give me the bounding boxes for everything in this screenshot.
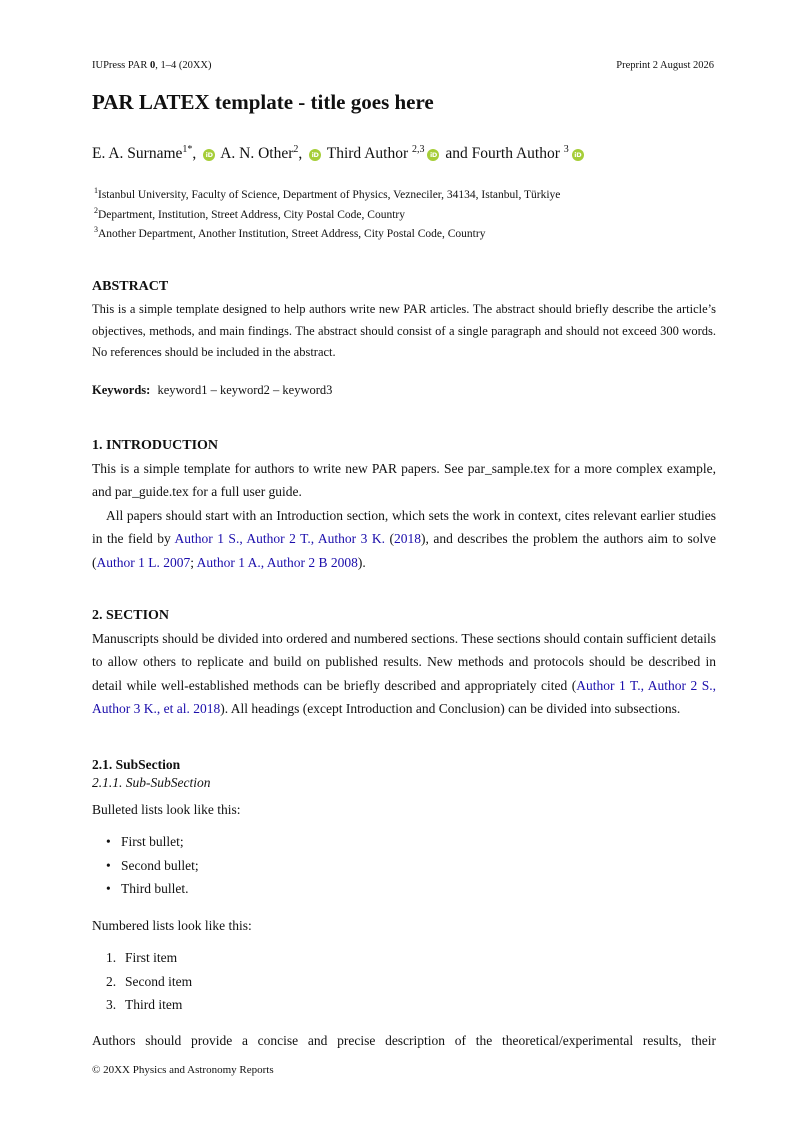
paragraph-text: All papers should start with an Introduction section, which sets the work in context, cites relevant earlier studies in the field by bbox=[92, 508, 716, 547]
volume-number: 0 bbox=[149, 60, 156, 71]
running-header-left bbox=[92, 60, 212, 71]
introduction-heading: 1. INTRODUCTION bbox=[92, 438, 219, 453]
list-item bbox=[106, 950, 192, 974]
introduction-paragraph-1: This is a simple template for authors to write new PAR papers. See par_sample.tex for a more complex example, and par_guide.tex for a full user guide. bbox=[92, 461, 716, 500]
list-item-text: Second bullet; bbox=[121, 857, 199, 873]
copyright-footer: © 20XX Physics and Astronomy Reports bbox=[92, 1064, 274, 1076]
citation-link[interactable]: Author 1 L. 2007 bbox=[96, 554, 191, 570]
subsection-heading bbox=[92, 757, 180, 773]
author-affil-marker: 3 bbox=[563, 144, 569, 155]
abstract-heading: ABSTRACT bbox=[92, 279, 169, 294]
journal-name: IUPress PAR bbox=[92, 60, 150, 71]
paragraph-text: Manuscripts should be divided into ordered and numbered sections. These sections should contain sufficient details to allow others to replicate and build on published results. New methods and protocols should be described in detail while well-established methods can be briefly described and appropriately cited ( bbox=[92, 631, 716, 693]
orcid-icon[interactable]: iD bbox=[203, 149, 215, 161]
keywords-label: Keywords: bbox=[92, 383, 151, 397]
affiliation-marker: 1 bbox=[94, 186, 98, 195]
keywords bbox=[92, 383, 332, 398]
author-name: E. A. Surname bbox=[92, 145, 183, 163]
citation-link[interactable]: Author 1 A., Author 2 B 2008 bbox=[196, 554, 358, 570]
bullet-marker: • bbox=[106, 857, 111, 873]
numbered-list bbox=[106, 950, 192, 1021]
paragraph-text: ( bbox=[385, 531, 395, 547]
affiliation-text: Another Department, Another Institution, Street Address, City Postal Code, Country bbox=[98, 227, 486, 240]
paragraph-text: ), and describes the problem the authors aim to solve ( bbox=[92, 531, 716, 570]
introduction-paragraph-2 bbox=[92, 504, 716, 574]
author-affil-marker: 1* bbox=[182, 144, 193, 155]
author-name: A. N. Other bbox=[220, 145, 294, 163]
keywords-text: keyword1 – keyword2 – keyword3 bbox=[157, 383, 333, 397]
orcid-icon[interactable]: iD bbox=[309, 149, 321, 161]
orcid-icon[interactable]: iD bbox=[572, 149, 584, 161]
paragraph-text: ). All headings (except Introduction and Conclusion) can be divided into subsections. bbox=[220, 701, 681, 717]
subsection-title: 2.1. SubSection bbox=[92, 757, 181, 772]
list-item-text: Third bullet. bbox=[121, 881, 189, 896]
affiliation bbox=[94, 186, 560, 206]
bullet-list bbox=[106, 834, 199, 905]
section-2-heading: 2. SECTION bbox=[92, 608, 170, 623]
author-list bbox=[92, 144, 586, 163]
bullet-marker: • bbox=[106, 881, 111, 896]
affiliation-marker: 2 bbox=[94, 205, 98, 215]
page-range: , 1–4 (20XX) bbox=[155, 60, 212, 71]
orcid-icon[interactable]: iD bbox=[427, 149, 439, 161]
affiliation bbox=[94, 206, 560, 226]
list-item-text: First bullet; bbox=[121, 834, 184, 849]
author-name: Third Author bbox=[326, 145, 412, 163]
section-2-paragraph bbox=[92, 627, 716, 721]
bullet-marker: • bbox=[106, 834, 111, 849]
author-affil-marker: 2 bbox=[293, 144, 299, 155]
list-item bbox=[106, 997, 192, 1021]
paragraph-text: ). bbox=[357, 554, 366, 570]
affiliation-text: Istanbul University, Faculty of Science, Department of Physics, Vezneciler, 34134, Istanbul, Türkiye bbox=[98, 188, 561, 201]
list-item-text: First item bbox=[125, 950, 178, 965]
list-item bbox=[106, 834, 199, 858]
list-number: 3. bbox=[106, 997, 117, 1012]
running-header-right: Preprint 2 August 2026 bbox=[616, 60, 714, 71]
affiliation-text: Department, Institution, Street Address, City Postal Code, Country bbox=[98, 208, 405, 221]
author-separator: , bbox=[298, 145, 307, 163]
list-item bbox=[106, 858, 199, 882]
author-separator: and bbox=[441, 145, 472, 163]
bullet-list-intro: Bulleted lists look like this: bbox=[92, 802, 241, 817]
paper-title: PAR LATEX template - title goes here bbox=[92, 90, 434, 114]
affiliations bbox=[94, 186, 560, 245]
affiliation-marker: 3 bbox=[94, 225, 98, 234]
list-number: 2. bbox=[106, 973, 117, 989]
list-item bbox=[106, 974, 192, 998]
affiliation bbox=[94, 225, 560, 245]
numbered-list-intro: Numbered lists look like this: bbox=[92, 918, 252, 933]
citation-year-link[interactable]: 2018 bbox=[394, 531, 422, 547]
subsubsection-heading: 2.1.1. Sub-SubSection bbox=[92, 775, 211, 790]
list-item-text: Third item bbox=[125, 997, 183, 1012]
citation-link[interactable]: Author 1 T., Author 2 S., Author 3 K., et al. 2018 bbox=[92, 677, 716, 717]
author-separator: , bbox=[192, 145, 201, 163]
author-name: Fourth Author bbox=[471, 145, 564, 163]
list-item bbox=[106, 881, 199, 905]
list-item-text: Second item bbox=[125, 973, 193, 989]
citation-link[interactable]: Author 1 S., Author 2 T., Author 3 K. bbox=[174, 531, 386, 547]
section-2-closing-paragraph: Authors should provide a concise and precise description of the theoretical/experimental results, their bbox=[92, 1033, 716, 1048]
author-affil-marker: 2,3 bbox=[411, 144, 425, 155]
abstract-text: This is a simple template designed to help authors write new PAR articles. The abstract should briefly describe the article’s objectives, methods, and main findings. The abstract should consist of a single paragraph and should not exceed 300 words. No references should be included in the abstract. bbox=[92, 302, 716, 359]
paragraph-text: ; bbox=[190, 554, 197, 570]
list-number: 1. bbox=[106, 950, 117, 965]
